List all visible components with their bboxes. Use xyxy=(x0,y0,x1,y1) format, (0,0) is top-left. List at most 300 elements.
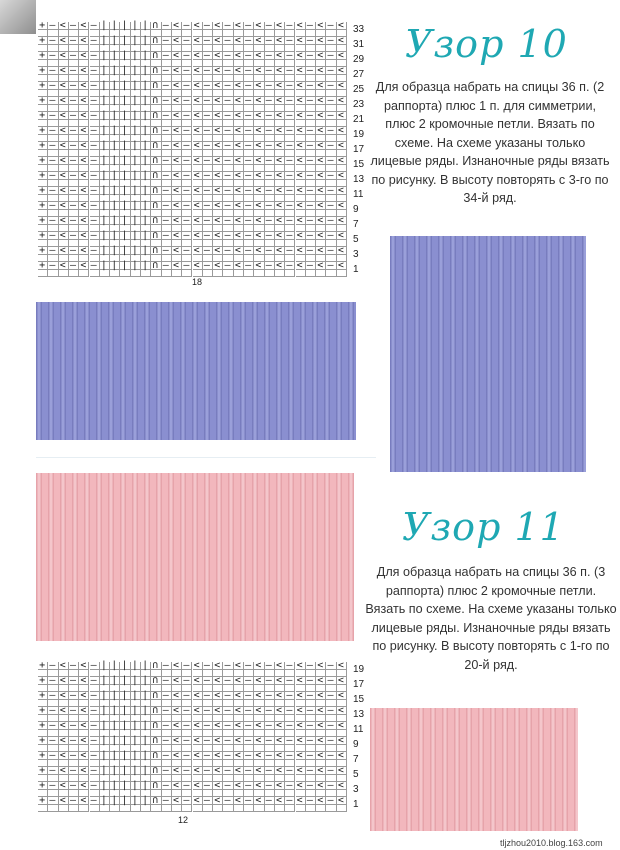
chart-symbol: — xyxy=(327,124,334,136)
chart-symbol: — xyxy=(265,199,272,211)
chart-cell xyxy=(244,270,254,278)
chart-symbol: < xyxy=(234,199,241,211)
knit-rib xyxy=(442,708,448,831)
chart-symbol: < xyxy=(255,199,262,211)
chart-symbol: | xyxy=(121,94,128,106)
chart-symbol: — xyxy=(203,94,210,106)
chart-symbol: | xyxy=(100,229,107,241)
chart-symbol: — xyxy=(286,734,293,746)
chart-symbol: < xyxy=(255,659,262,671)
chart-symbol: < xyxy=(276,184,283,196)
chart-symbol: + xyxy=(39,674,46,686)
chart-symbol: < xyxy=(80,719,87,731)
chart-symbol: — xyxy=(162,779,169,791)
chart-symbol: < xyxy=(255,184,262,196)
chart-symbol: — xyxy=(49,49,56,61)
chart-symbol: < xyxy=(276,229,283,241)
chart-symbol: < xyxy=(296,794,303,806)
chart-symbol: — xyxy=(70,64,77,76)
chart-symbol: < xyxy=(296,109,303,121)
chart-symbol: — xyxy=(183,229,190,241)
chart-symbol: — xyxy=(327,109,334,121)
chart-symbol: — xyxy=(265,259,272,271)
chart-symbol: — xyxy=(286,244,293,256)
chart-symbol: < xyxy=(80,674,87,686)
chart-symbol: < xyxy=(193,674,200,686)
chart-symbol: — xyxy=(203,779,210,791)
chart-symbol: — xyxy=(162,64,169,76)
chart-symbol: — xyxy=(327,764,334,776)
chart-symbol: ∩ xyxy=(152,34,159,46)
chart-symbol: < xyxy=(59,229,66,241)
chart-symbol: — xyxy=(203,49,210,61)
chart-symbol: + xyxy=(39,139,46,151)
chart-symbol: < xyxy=(337,64,344,76)
chart-symbol: — xyxy=(327,79,334,91)
knit-rib xyxy=(180,302,186,440)
chart-cell xyxy=(182,805,192,813)
chart-symbol: < xyxy=(80,139,87,151)
chart-symbol: < xyxy=(214,779,221,791)
chart-symbol: | xyxy=(121,79,128,91)
chart-symbol: < xyxy=(255,94,262,106)
knit-rib xyxy=(336,302,342,440)
chart-cell xyxy=(59,270,69,278)
chart-symbol: < xyxy=(214,719,221,731)
chart-symbol: — xyxy=(245,169,252,181)
chart-symbol: — xyxy=(245,154,252,166)
chart-symbol: < xyxy=(80,184,87,196)
chart-symbol: < xyxy=(255,749,262,761)
chart-cell xyxy=(337,719,347,731)
chart-symbol: | xyxy=(121,169,128,181)
chart-symbol: < xyxy=(234,689,241,701)
chart-symbol: — xyxy=(162,794,169,806)
chart-symbol: < xyxy=(296,214,303,226)
chart-symbol: < xyxy=(296,169,303,181)
chart-symbol: ∩ xyxy=(152,19,159,31)
chart-symbol: — xyxy=(286,199,293,211)
chart-symbol: | xyxy=(111,214,118,226)
chart-symbol: < xyxy=(173,94,180,106)
chart-symbol: — xyxy=(70,34,77,46)
chart-symbol: < xyxy=(296,34,303,46)
chart-symbol: — xyxy=(162,659,169,671)
chart-symbol: < xyxy=(214,659,221,671)
chart-symbol: < xyxy=(59,124,66,136)
chart-cell xyxy=(337,64,347,76)
chart-symbol: — xyxy=(306,734,313,746)
chart-symbol: < xyxy=(80,244,87,256)
chart-symbol: — xyxy=(245,49,252,61)
chart-symbol: < xyxy=(59,139,66,151)
chart-symbol: < xyxy=(337,124,344,136)
row-number: 25 xyxy=(353,84,365,95)
chart-symbol: — xyxy=(286,169,293,181)
chart-cell xyxy=(223,805,233,813)
chart-symbol: < xyxy=(214,19,221,31)
chart-symbol: — xyxy=(286,779,293,791)
chart-symbol: < xyxy=(337,94,344,106)
chart-symbol: — xyxy=(70,779,77,791)
chart-symbol: — xyxy=(90,689,97,701)
chart-symbol: < xyxy=(276,704,283,716)
chart-symbol: < xyxy=(59,199,66,211)
chart-symbol: < xyxy=(193,139,200,151)
chart-symbol: < xyxy=(80,689,87,701)
chart-cell xyxy=(337,199,347,211)
chart-symbol: ∩ xyxy=(152,659,159,671)
chart-symbol: < xyxy=(337,229,344,241)
purple-swatch-photo-vertical xyxy=(390,236,586,472)
chart-symbol: < xyxy=(80,124,87,136)
chart-symbol: ∩ xyxy=(152,779,159,791)
chart-symbol: < xyxy=(59,169,66,181)
chart-symbol: < xyxy=(234,259,241,271)
chart-symbol: — xyxy=(49,34,56,46)
chart-symbol: — xyxy=(183,169,190,181)
knit-rib xyxy=(252,473,258,641)
chart-symbol: — xyxy=(265,49,272,61)
chart-symbol: — xyxy=(306,34,313,46)
chart-symbol: < xyxy=(173,34,180,46)
chart-symbol: — xyxy=(90,764,97,776)
chart-symbol: < xyxy=(173,704,180,716)
knit-rib xyxy=(454,708,460,831)
chart-symbol: < xyxy=(59,794,66,806)
chart-symbol: < xyxy=(317,214,324,226)
chart-cell xyxy=(213,805,223,813)
chart-symbol: < xyxy=(317,244,324,256)
chart-symbol: — xyxy=(183,34,190,46)
knit-rib xyxy=(498,236,504,472)
chart-symbol: < xyxy=(296,154,303,166)
chart-symbol: | xyxy=(121,229,128,241)
chart-symbol: | xyxy=(100,244,107,256)
chart-symbol: < xyxy=(255,79,262,91)
chart-symbol: | xyxy=(121,64,128,76)
chart-symbol: — xyxy=(286,109,293,121)
chart-symbol: — xyxy=(203,244,210,256)
chart-symbol: < xyxy=(276,244,283,256)
knit-rib xyxy=(132,302,138,440)
chart-symbol: < xyxy=(234,124,241,136)
chart-symbol: — xyxy=(245,719,252,731)
chart-symbol: — xyxy=(183,79,190,91)
chart-symbol: — xyxy=(90,34,97,46)
chart-symbol: < xyxy=(255,259,262,271)
chart-symbol: < xyxy=(234,184,241,196)
chart-cell xyxy=(337,259,347,271)
chart-cell xyxy=(275,805,285,813)
chart-symbol: | xyxy=(111,154,118,166)
chart-symbol: — xyxy=(306,64,313,76)
pattern10-repeat-label: 18 xyxy=(192,277,203,287)
chart-symbol: — xyxy=(203,154,210,166)
chart-symbol: ∩ xyxy=(152,229,159,241)
chart-symbol: + xyxy=(39,764,46,776)
pattern10-description: Для образца набрать на спицы 36 п. (2 раппорта) плюс 1 п. для симметрии, плюс 2 кромочные петли. Вязать по схеме. На схеме указаны только лицевые ряды. Изнаночные ряды вязать по рисунку. В высоту повторять с 3-го по 34-й ряд. xyxy=(370,80,610,205)
chart-cell xyxy=(141,270,151,278)
chart-symbol: — xyxy=(286,764,293,776)
chart-symbol: < xyxy=(296,94,303,106)
chart-symbol: — xyxy=(90,719,97,731)
chart-symbol: | xyxy=(111,49,118,61)
chart-symbol: — xyxy=(224,779,231,791)
knit-rib xyxy=(36,473,42,641)
chart-symbol: < xyxy=(214,689,221,701)
chart-symbol: < xyxy=(214,124,221,136)
chart-symbol: | xyxy=(121,244,128,256)
knit-rib xyxy=(312,302,318,440)
chart-symbol: — xyxy=(183,734,190,746)
chart-symbol: < xyxy=(337,139,344,151)
chart-cell xyxy=(110,270,120,278)
chart-symbol: < xyxy=(317,34,324,46)
knit-rib xyxy=(562,708,568,831)
chart-cell xyxy=(337,659,347,671)
chart-symbol: — xyxy=(327,734,334,746)
chart-symbol: | xyxy=(100,79,107,91)
chart-symbol: — xyxy=(70,19,77,31)
chart-symbol: | xyxy=(111,19,118,31)
chart-symbol: | xyxy=(131,244,138,256)
chart-symbol: — xyxy=(245,749,252,761)
chart-symbol: — xyxy=(49,779,56,791)
chart-symbol: < xyxy=(234,764,241,776)
chart-symbol: — xyxy=(162,94,169,106)
chart-symbol: — xyxy=(90,154,97,166)
chart-symbol: — xyxy=(245,34,252,46)
chart-symbol: < xyxy=(276,34,283,46)
chart-symbol: — xyxy=(90,94,97,106)
chart-symbol: < xyxy=(193,779,200,791)
pattern10-chart xyxy=(38,19,348,277)
chart-symbol: — xyxy=(70,689,77,701)
chart-symbol: | xyxy=(121,749,128,761)
chart-symbol: < xyxy=(59,34,66,46)
chart-symbol: — xyxy=(265,34,272,46)
chart-symbol: < xyxy=(276,214,283,226)
chart-symbol: < xyxy=(80,229,87,241)
chart-symbol: — xyxy=(183,49,190,61)
chart-symbol: < xyxy=(337,764,344,776)
chart-symbol: — xyxy=(224,704,231,716)
chart-symbol: — xyxy=(49,659,56,671)
chart-symbol: — xyxy=(49,794,56,806)
chart-symbol: < xyxy=(276,94,283,106)
chart-symbol: — xyxy=(90,139,97,151)
chart-symbol: — xyxy=(224,124,231,136)
knit-rib xyxy=(382,708,388,831)
chart-symbol: + xyxy=(39,49,46,61)
chart-symbol: — xyxy=(49,184,56,196)
chart-symbol: — xyxy=(245,139,252,151)
chart-symbol: < xyxy=(234,794,241,806)
chart-symbol: — xyxy=(286,214,293,226)
chart-symbol: < xyxy=(234,704,241,716)
chart-symbol: — xyxy=(203,719,210,731)
chart-symbol: | xyxy=(142,259,149,271)
knit-rib xyxy=(96,302,102,440)
chart-symbol: < xyxy=(80,94,87,106)
chart-symbol: < xyxy=(173,214,180,226)
chart-symbol: — xyxy=(224,214,231,226)
chart-symbol: | xyxy=(131,704,138,716)
chart-symbol: | xyxy=(121,199,128,211)
chart-cell xyxy=(337,805,347,813)
chart-cell xyxy=(326,270,336,278)
chart-symbol: — xyxy=(224,64,231,76)
chart-symbol: < xyxy=(276,689,283,701)
chart-symbol: + xyxy=(39,794,46,806)
chart-symbol: | xyxy=(142,154,149,166)
chart-symbol: < xyxy=(296,734,303,746)
chart-symbol: < xyxy=(193,19,200,31)
chart-symbol: + xyxy=(39,229,46,241)
chart-symbol: — xyxy=(203,199,210,211)
footer-watermark: tljzhou2010.blog.163.com xyxy=(500,838,603,848)
knit-rib xyxy=(108,473,114,641)
chart-symbol: — xyxy=(162,229,169,241)
chart-symbol: — xyxy=(162,689,169,701)
chart-symbol: — xyxy=(183,689,190,701)
chart-symbol: | xyxy=(142,79,149,91)
chart-symbol: < xyxy=(173,674,180,686)
chart-symbol: — xyxy=(224,79,231,91)
row-number: 27 xyxy=(353,69,365,80)
chart-symbol: | xyxy=(121,109,128,121)
chart-symbol: + xyxy=(39,169,46,181)
chart-symbol: — xyxy=(162,19,169,31)
chart-symbol: < xyxy=(214,169,221,181)
chart-symbol: < xyxy=(193,109,200,121)
chart-symbol: < xyxy=(193,34,200,46)
chart-symbol: — xyxy=(203,749,210,761)
knit-rib xyxy=(288,302,294,440)
chart-cell xyxy=(296,270,306,278)
chart-symbol: ∩ xyxy=(152,734,159,746)
chart-cell xyxy=(337,244,347,256)
chart-symbol: < xyxy=(255,779,262,791)
chart-symbol: | xyxy=(100,779,107,791)
chart-symbol: ∩ xyxy=(152,674,159,686)
chart-symbol: — xyxy=(49,259,56,271)
chart-symbol: + xyxy=(39,94,46,106)
chart-symbol: — xyxy=(70,259,77,271)
chart-symbol: < xyxy=(317,734,324,746)
chart-symbol: | xyxy=(111,64,118,76)
chart-symbol: — xyxy=(70,659,77,671)
chart-symbol: < xyxy=(337,674,344,686)
chart-symbol: ∩ xyxy=(152,794,159,806)
chart-symbol: — xyxy=(286,184,293,196)
chart-symbol: < xyxy=(173,764,180,776)
chart-symbol: < xyxy=(276,779,283,791)
chart-symbol: < xyxy=(255,34,262,46)
knit-rib xyxy=(96,473,102,641)
chart-cell xyxy=(285,805,295,813)
knit-rib xyxy=(324,302,330,440)
chart-symbol: < xyxy=(59,674,66,686)
chart-symbol: < xyxy=(276,674,283,686)
chart-symbol: — xyxy=(286,704,293,716)
chart-symbol: — xyxy=(265,704,272,716)
chart-cell xyxy=(337,49,347,61)
chart-symbol: | xyxy=(121,19,128,31)
chart-symbol: < xyxy=(59,779,66,791)
knit-rib xyxy=(510,236,516,472)
chart-symbol: — xyxy=(49,139,56,151)
chart-symbol: — xyxy=(70,124,77,136)
chart-symbol: < xyxy=(255,704,262,716)
chart-symbol: | xyxy=(111,109,118,121)
chart-symbol: — xyxy=(306,259,313,271)
chart-symbol: — xyxy=(245,124,252,136)
chart-symbol: — xyxy=(245,214,252,226)
chart-symbol: — xyxy=(265,764,272,776)
chart-symbol: < xyxy=(317,49,324,61)
chart-symbol: < xyxy=(317,704,324,716)
chart-symbol: — xyxy=(70,184,77,196)
chart-symbol: — xyxy=(49,719,56,731)
chart-symbol: | xyxy=(100,154,107,166)
chart-symbol: — xyxy=(306,169,313,181)
chart-symbol: — xyxy=(245,689,252,701)
chart-symbol: ∩ xyxy=(152,764,159,776)
chart-symbol: — xyxy=(183,94,190,106)
chart-symbol: — xyxy=(265,19,272,31)
chart-symbol: < xyxy=(255,244,262,256)
chart-symbol: | xyxy=(121,734,128,746)
chart-symbol: | xyxy=(142,764,149,776)
chart-symbol: — xyxy=(327,184,334,196)
chart-symbol: < xyxy=(296,674,303,686)
chart-symbol: — xyxy=(49,64,56,76)
chart-symbol: < xyxy=(296,49,303,61)
chart-symbol: — xyxy=(203,689,210,701)
chart-symbol: | xyxy=(131,259,138,271)
knit-rib xyxy=(402,236,408,472)
knit-rib xyxy=(120,473,126,641)
chart-symbol: < xyxy=(214,794,221,806)
chart-symbol: — xyxy=(49,764,56,776)
chart-symbol: < xyxy=(214,34,221,46)
chart-symbol: < xyxy=(317,764,324,776)
chart-symbol: — xyxy=(306,779,313,791)
chart-symbol: < xyxy=(193,124,200,136)
knit-rib xyxy=(204,302,210,440)
chart-symbol: < xyxy=(59,659,66,671)
row-number: 15 xyxy=(353,694,365,705)
chart-cell xyxy=(48,270,58,278)
knit-rib xyxy=(348,473,354,641)
chart-cell xyxy=(48,805,58,813)
chart-symbol: — xyxy=(203,674,210,686)
chart-symbol: — xyxy=(327,659,334,671)
chart-symbol: — xyxy=(245,109,252,121)
chart-symbol: < xyxy=(234,734,241,746)
chart-symbol: < xyxy=(214,109,221,121)
chart-symbol: — xyxy=(70,749,77,761)
knit-rib xyxy=(534,236,540,472)
chart-symbol: | xyxy=(111,764,118,776)
chart-symbol: ∩ xyxy=(152,49,159,61)
chart-symbol: — xyxy=(224,794,231,806)
chart-symbol: — xyxy=(203,229,210,241)
chart-symbol: | xyxy=(121,704,128,716)
chart-symbol: — xyxy=(90,79,97,91)
